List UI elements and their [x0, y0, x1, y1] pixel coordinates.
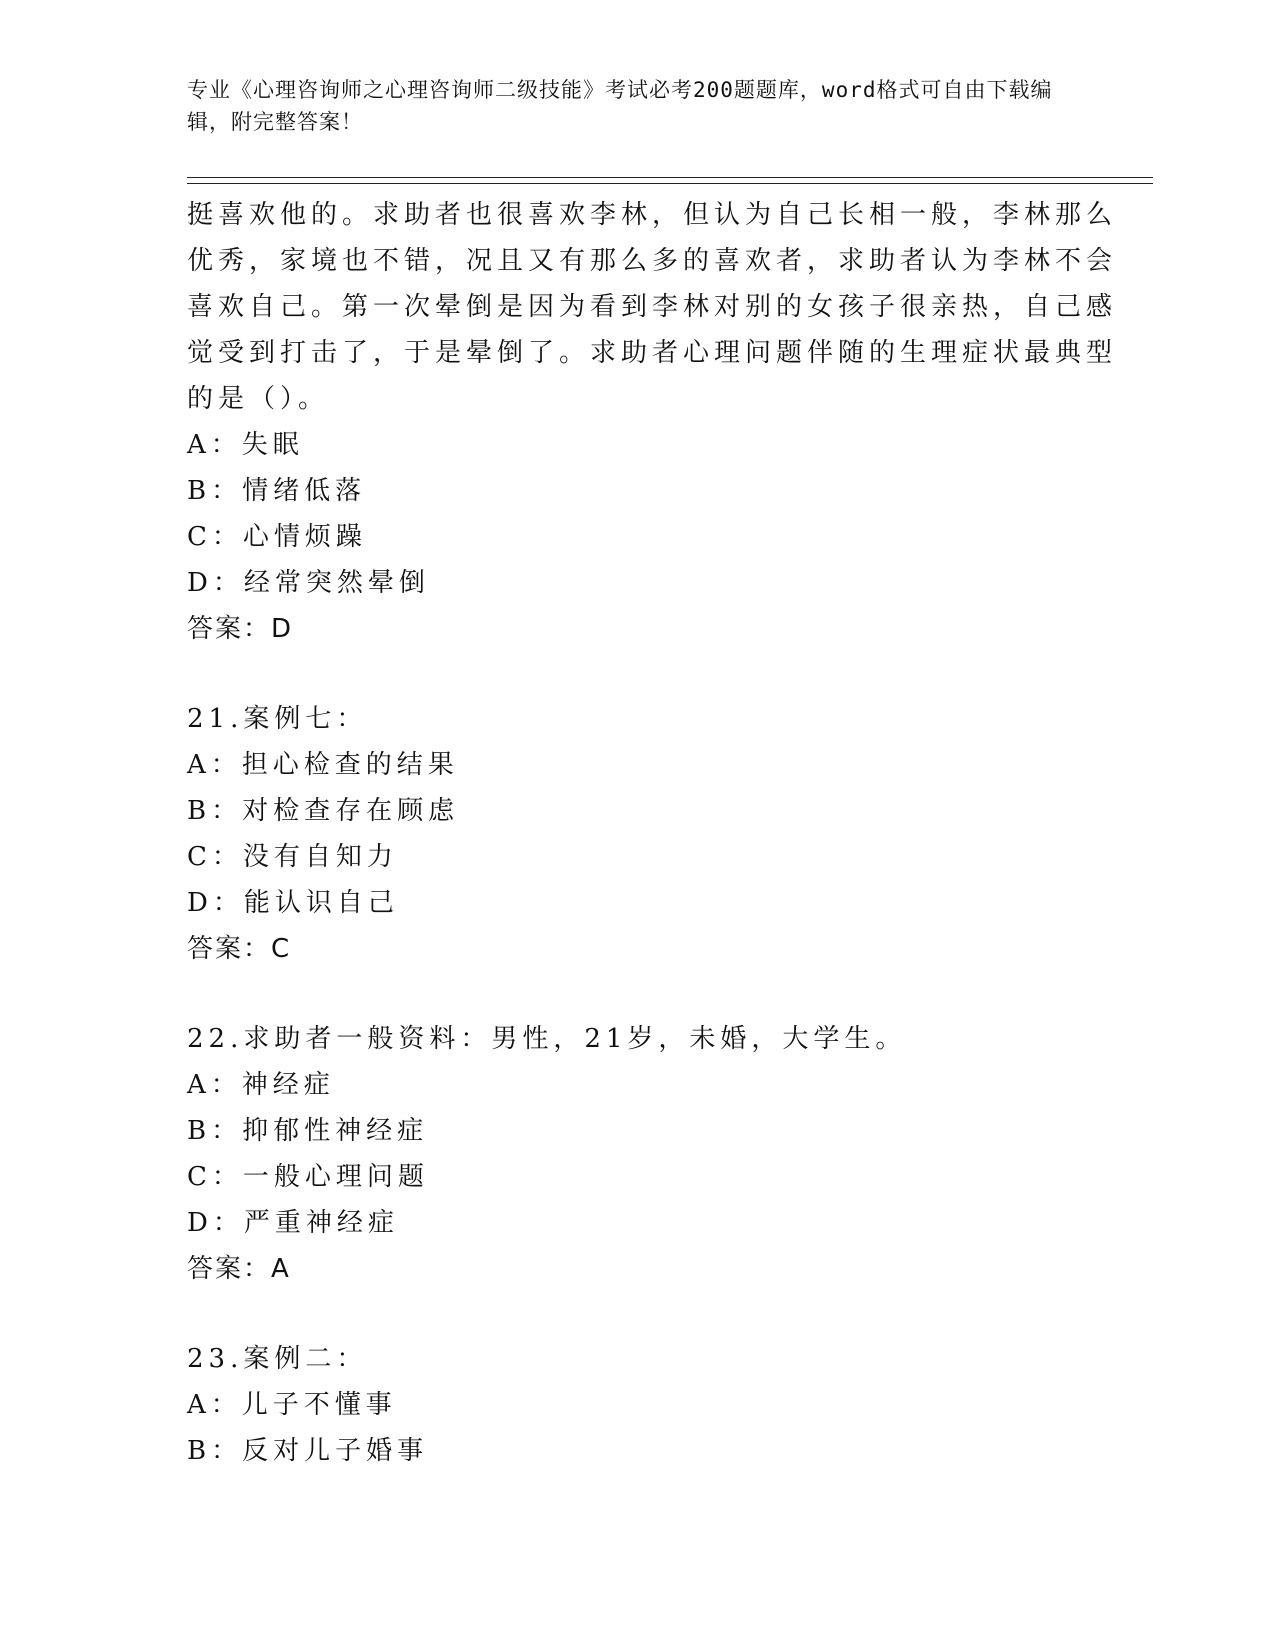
question-stem: 21.案例七：	[187, 704, 368, 734]
spacer	[187, 972, 1067, 1016]
paragraph-line: 的是（）。	[187, 384, 330, 414]
question-21	[187, 696, 1067, 972]
answer-line: 答案：C	[187, 934, 292, 964]
header-divider-bottom	[187, 183, 1153, 184]
option-b: B：反对儿子婚事	[187, 1436, 429, 1466]
option-c: C：没有自知力	[187, 842, 398, 872]
answer-line: 答案：A	[187, 1254, 291, 1284]
question-stem: 22.求助者一般资料：男性，21岁，未婚，大学生。	[187, 1024, 907, 1054]
question-20-continued	[187, 192, 1118, 652]
option-a: A：担心检查的结果	[187, 750, 459, 780]
answer-line: 答案：D	[187, 614, 294, 644]
option-a: A：神经症	[187, 1070, 335, 1100]
option-d: D：经常突然晕倒	[187, 568, 430, 598]
option-b: B：情绪低落	[187, 476, 367, 506]
paragraph-line: 觉受到打击了，于是晕倒了。求助者心理问题伴随的生理症状最典型	[187, 338, 1118, 368]
document-header: 专业《心理咨询师之心理咨询师二级技能》考试必考200题题库，word格式可自由下载编辑，附完整答案！	[187, 78, 1053, 134]
paragraph-line: 优秀，家境也不错，况且又有那么多的喜欢者，求助者认为李林不会	[187, 246, 1118, 276]
document-body	[187, 192, 1118, 1474]
option-d: D：严重神经症	[187, 1208, 399, 1238]
paragraph-line: 挺喜欢他的。求助者也很喜欢李林，但认为自己长相一般，李林那么	[187, 200, 1118, 230]
option-c: C：一般心理问题	[187, 1162, 429, 1192]
option-c: C：心情烦躁	[187, 522, 367, 552]
question-22	[187, 1016, 1067, 1292]
option-a: A：儿子不懂事	[187, 1390, 397, 1420]
option-d: D：能认识自己	[187, 888, 399, 918]
spacer	[187, 652, 1067, 696]
option-b: B：对检查存在顾虑	[187, 796, 460, 826]
spacer	[187, 1292, 1067, 1336]
paragraph-line: 喜欢自己。第一次晕倒是因为看到李林对别的女孩子很亲热，自己感	[187, 292, 1118, 322]
option-b: B：抑郁性神经症	[187, 1116, 429, 1146]
option-a: A：失眠	[187, 430, 304, 460]
header-divider-top	[187, 177, 1153, 178]
question-23	[187, 1336, 1067, 1474]
question-stem: 23.案例二：	[187, 1344, 368, 1374]
